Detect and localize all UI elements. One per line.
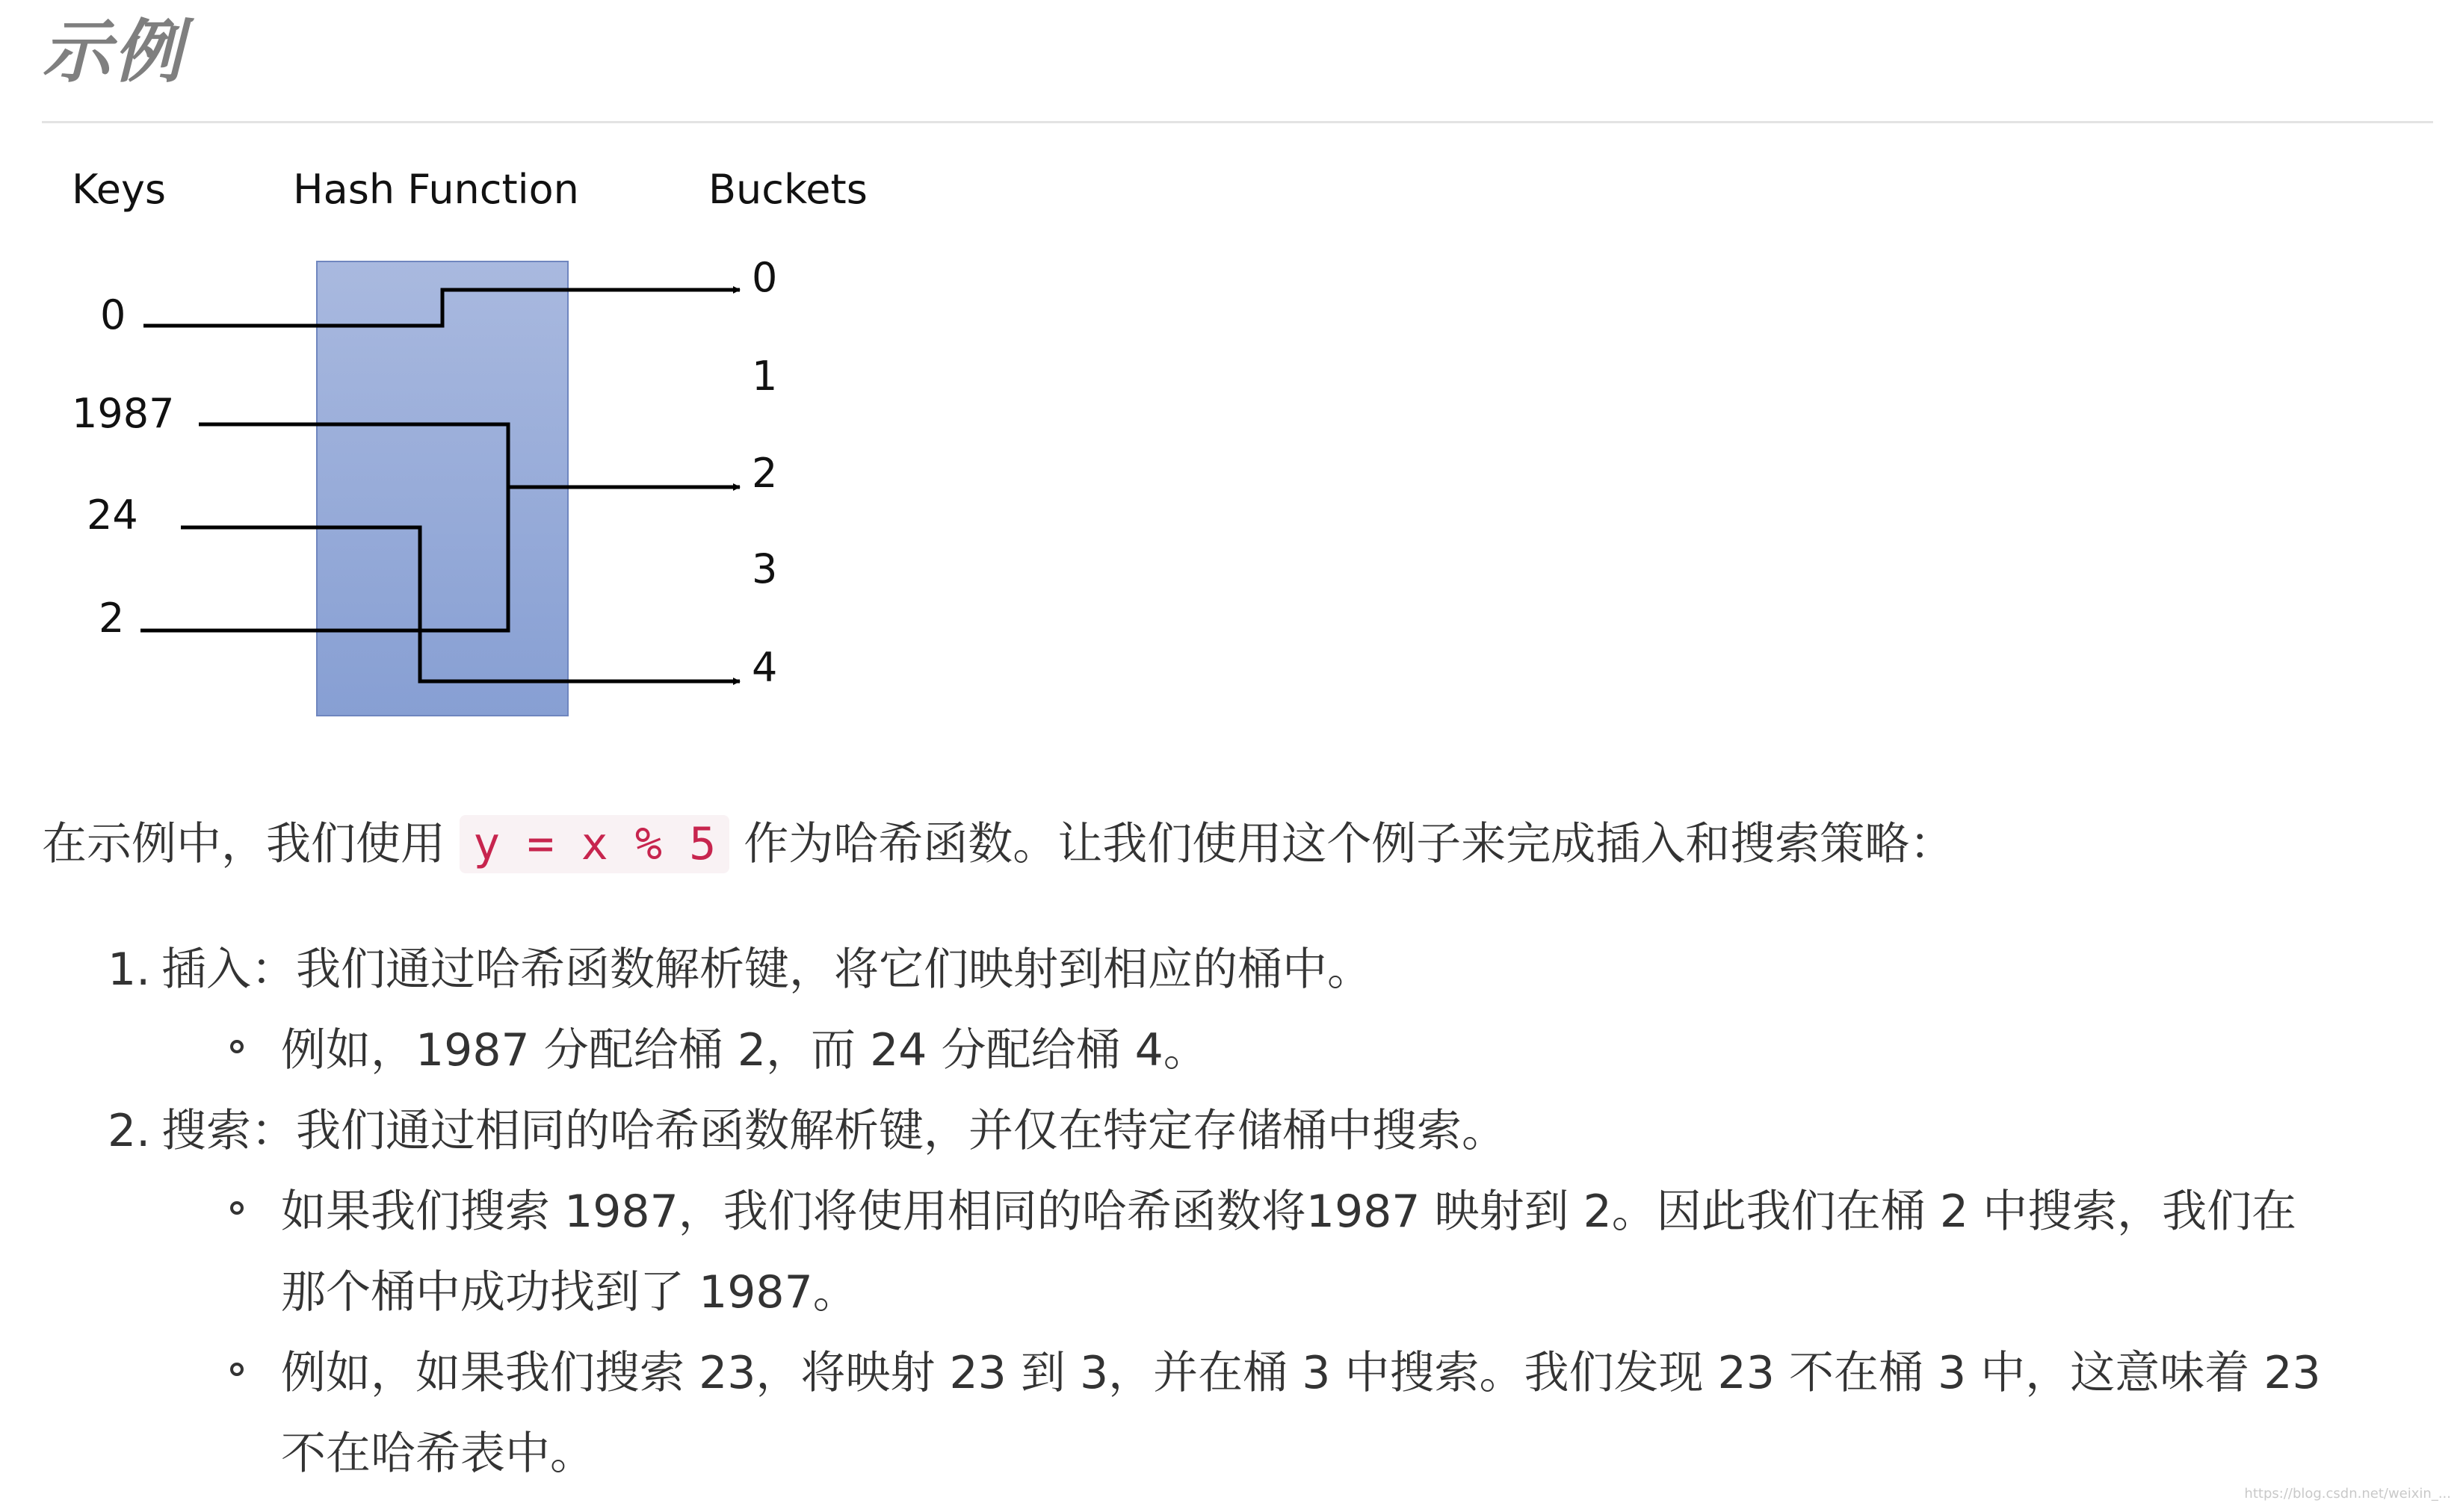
bucket-label-2: 2 xyxy=(752,450,778,497)
bucket-label-3: 3 xyxy=(752,545,778,592)
sub-item-text-line1: 如果我们搜索 1987，我们将使用相同的哈希函数将1987 映射到 2。因此我们在桶 2 中搜索，我们在 xyxy=(281,1186,2297,1238)
heading-divider xyxy=(42,121,2433,123)
hash-diagram xyxy=(0,149,971,732)
sub-item-search-missing xyxy=(42,1333,2433,1494)
intro-text-after: 作为哈希函数。让我们使用这个例子来完成插入和搜索策略： xyxy=(744,818,1955,870)
sub-item-text-line1: 例如，如果我们搜索 23，将映射 23 到 3，并在桶 3 中搜索。我们发现 23 不在桶 3 中，这意味着 23 xyxy=(281,1347,2321,1399)
list-item-search xyxy=(42,1091,2433,1171)
sub-item-text-line2: 不在哈希表中。 xyxy=(281,1428,595,1480)
strategy-list xyxy=(42,929,2433,1494)
intro-text-before: 在示例中，我们使用 xyxy=(42,818,445,870)
list-item-text: 插入：我们通过哈希函数解析键，将它们映射到相应的桶中。 xyxy=(161,944,1372,996)
buckets-header: Buckets xyxy=(708,166,868,213)
list-number: 2. xyxy=(108,1105,151,1157)
sub-item-text: 例如，1987 分配给桶 2，而 24 分配给桶 4。 xyxy=(281,1024,1208,1076)
bullet-circle-icon xyxy=(230,1040,244,1053)
bucket-label-0: 0 xyxy=(752,254,778,301)
key-label-2: 24 xyxy=(87,492,138,539)
keys-header: Keys xyxy=(72,166,167,213)
bucket-label-1: 1 xyxy=(752,353,778,400)
sub-item-insert-example xyxy=(42,1010,2433,1091)
key-label-3: 2 xyxy=(99,595,125,642)
key-label-0: 0 xyxy=(100,291,126,338)
watermark: https://blog.csdn.net/weixin_... xyxy=(2244,1486,2451,1502)
list-item-insert xyxy=(42,929,2433,1010)
sub-item-search-found xyxy=(42,1171,2433,1333)
bullet-circle-icon xyxy=(230,1201,244,1215)
hash-formula-code: y = x % 5 xyxy=(460,815,729,873)
sub-item-text-line2: 那个桶中成功找到了 1987。 xyxy=(281,1266,858,1319)
list-item-text: 搜索：我们通过相同的哈希函数解析键，并仅在特定存储桶中搜索。 xyxy=(161,1105,1506,1157)
list-number: 1. xyxy=(108,944,151,996)
section-heading: 示例 xyxy=(42,12,186,92)
mapping-0-to-0 xyxy=(143,290,740,326)
intro-paragraph xyxy=(42,805,1954,883)
hash-function-header: Hash Function xyxy=(293,166,579,213)
bucket-label-4: 4 xyxy=(752,644,778,691)
bullet-circle-icon xyxy=(230,1363,244,1376)
key-label-1: 1987 xyxy=(72,390,175,437)
